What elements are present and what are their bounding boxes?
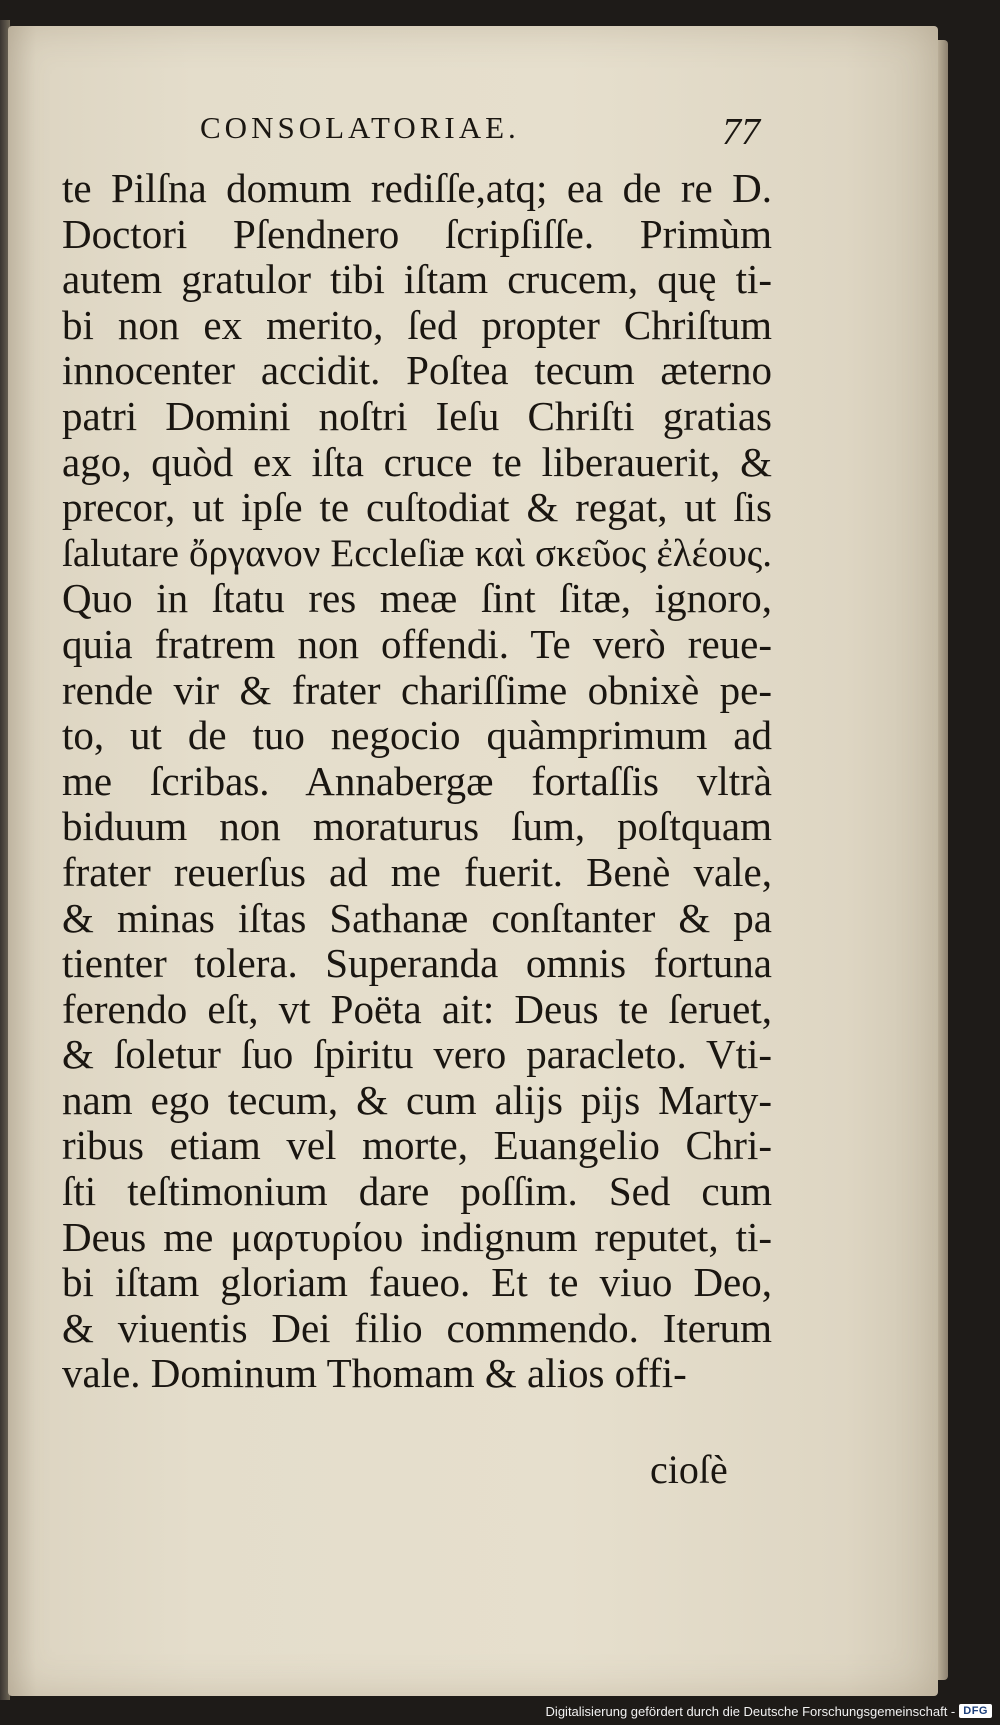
text-line: ferendo eſt, vt Poëta ait: Deus te ſeruet, bbox=[62, 986, 772, 1032]
text-line: ſalutare ὄργανον Eccleſiæ καὶ σκεῦος ἐλέους. bbox=[62, 531, 772, 575]
text-line: frater reuerſus ad me fuerit. Benè vale, bbox=[62, 849, 772, 895]
text-line: & viuentis Dei filio commendo. Iterum bbox=[62, 1305, 772, 1351]
digitization-credit bbox=[546, 1701, 992, 1721]
body-text bbox=[62, 166, 772, 1397]
page-edge bbox=[938, 40, 948, 1680]
text-line: ſti teſtimonium dare poſſim. Sed cum bbox=[62, 1169, 772, 1215]
text-line: vale. Dominum Thomam & alios offi- bbox=[62, 1351, 687, 1397]
text-line: nam ego tecum, & cum alijs pijs Marty- bbox=[62, 1077, 772, 1123]
text-line: biduum non moraturus ſum, poſtquam bbox=[62, 804, 772, 850]
text-line: autem gratulor tibi iſtam crucem, quę ti- bbox=[62, 257, 772, 303]
text-line: ago, quòd ex iſta cruce te liberauerit, & bbox=[62, 439, 772, 485]
text-line: Doctori Pſendnero ſcripſiſſe. Primùm bbox=[62, 211, 772, 257]
text-line: bi iſtam gloriam faueo. Et te viuo Deo, bbox=[62, 1260, 772, 1306]
page-number: 77 bbox=[722, 111, 760, 153]
credit-text: Digitalisierung gefördert durch die Deutsche Forschungsgemeinschaft - bbox=[545, 1703, 956, 1719]
text-line: Quo in ſtatu res meæ ſint ſitæ, ignoro, bbox=[62, 576, 772, 622]
dfg-logo-icon: DFG bbox=[959, 1704, 992, 1718]
catchword: cioſè bbox=[650, 1447, 728, 1492]
text-line: me ſcribas. Annabergæ fortaſſis vltrà bbox=[62, 758, 772, 804]
text-line: tienter tolera. Superanda omnis fortuna bbox=[62, 941, 772, 987]
text-line: innocenter accidit. Poſtea tecum æterno bbox=[62, 348, 772, 394]
text-line: bi non ex merito, ſed propter Chriſtum bbox=[62, 302, 772, 348]
text-line: quia fratrem non offendi. Te verò reue- bbox=[62, 621, 772, 667]
text-line: precor, ut ipſe te cuſtodiat & regat, ut ſis bbox=[62, 485, 772, 531]
text-line: rende vir & frater chariſſime obnixè pe- bbox=[62, 667, 772, 713]
text-line: & minas iſtas Sathanæ conſtanter & pa bbox=[62, 895, 772, 941]
page-header bbox=[200, 110, 760, 154]
text-line: to, ut de tuo negocio quàmprimum ad bbox=[62, 713, 772, 759]
text-line: te Pilſna domum rediſſe,atq; ea de re D. bbox=[62, 166, 772, 211]
running-title: CONSOLATORIAE. bbox=[200, 110, 520, 145]
text-line: Deus me μαρτυρίου indignum reputet, ti- bbox=[62, 1214, 772, 1260]
text-line: & ſoletur ſuo ſpiritu vero paracleto. Vti- bbox=[62, 1032, 772, 1078]
text-line: ribus etiam vel morte, Euangelio Chri- bbox=[62, 1123, 772, 1169]
text-line: patri Domini noſtri Ieſu Chriſti gratias bbox=[62, 393, 772, 439]
